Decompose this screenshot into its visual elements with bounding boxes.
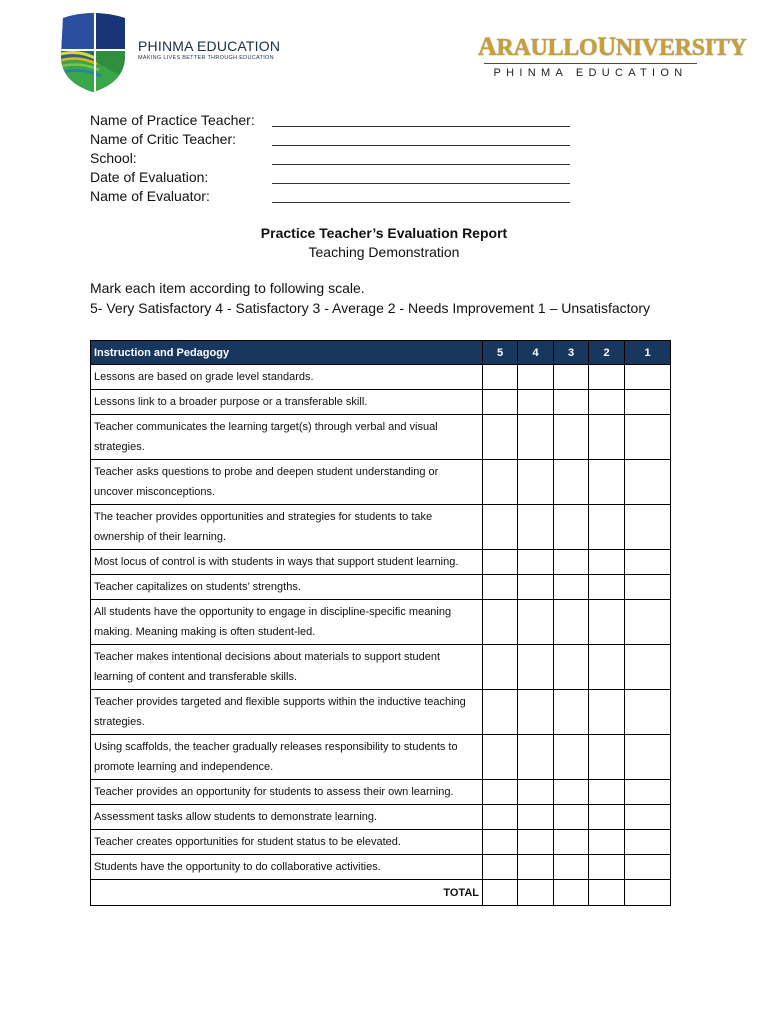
rating-cell-1[interactable]: [625, 460, 671, 505]
rating-cell-3[interactable]: [554, 855, 589, 880]
column-header-rating-4: 4: [518, 341, 554, 365]
rating-cell-4[interactable]: [518, 830, 554, 855]
field-label: Name of Practice Teacher:: [90, 112, 255, 128]
table-row: [91, 550, 671, 575]
rating-cell-2[interactable]: [589, 365, 625, 390]
rating-cell-2[interactable]: [589, 855, 625, 880]
rating-cell-3[interactable]: [554, 805, 589, 830]
field-label: Name of Evaluator:: [90, 188, 210, 204]
rating-cell-4[interactable]: [518, 365, 554, 390]
column-header-rating-5: 5: [483, 341, 518, 365]
column-header-rating-3: 3: [554, 341, 589, 365]
column-header-rating-1: 1: [625, 341, 671, 365]
rating-cell-4[interactable]: [518, 505, 554, 550]
field-label: Name of Critic Teacher:: [90, 131, 237, 147]
rating-cell-1[interactable]: [625, 575, 671, 600]
table-row: [91, 575, 671, 600]
rating-cell-5[interactable]: [483, 390, 518, 415]
rating-cell-3[interactable]: [554, 735, 589, 780]
fill-line[interactable]: [272, 126, 570, 127]
criterion-text: Lessons link to a broader purpose or a transferable skill.: [91, 390, 483, 415]
criterion-text: Teacher provides an opportunity for students to assess their own learning.: [91, 780, 483, 805]
rating-cell-2[interactable]: [589, 805, 625, 830]
rating-cell-4[interactable]: [518, 690, 554, 735]
rating-cell-1[interactable]: [625, 415, 671, 460]
rating-cell-2[interactable]: [589, 830, 625, 855]
university-name: [478, 32, 747, 61]
rating-scale: 5- Very Satisfactory 4 - Satisfactory 3 - Average 2 - Needs Improvement 1 – Unsatisfactory: [90, 300, 650, 316]
total-label: TOTAL: [91, 880, 483, 906]
criterion-text: All students have the opportunity to engage in discipline-specific meaning making. Meaning making is often student-led.: [91, 600, 483, 645]
rating-cell-4[interactable]: [518, 390, 554, 415]
rating-cell-2[interactable]: [589, 460, 625, 505]
table-row: [91, 735, 671, 780]
rating-cell-3[interactable]: [554, 645, 589, 690]
university-initial-u: U: [597, 32, 616, 61]
table-row: [91, 690, 671, 735]
page-header: [0, 0, 768, 100]
table-row: [91, 645, 671, 690]
field-label: Date of Evaluation:: [90, 169, 209, 185]
rating-cell-5[interactable]: [483, 550, 518, 575]
criterion-text: Teacher capitalizes on students’ strengths.: [91, 575, 483, 600]
phinma-name: PHINMA EDUCATION: [138, 38, 281, 54]
rating-cell-3[interactable]: [554, 575, 589, 600]
report-title: Practice Teacher’s Evaluation Report: [260, 225, 508, 241]
rating-cell-5[interactable]: [483, 735, 518, 780]
rating-cell-5[interactable]: [483, 690, 518, 735]
rating-cell-5[interactable]: [483, 600, 518, 645]
criterion-text: Teacher asks questions to probe and deepen student understanding or uncover misconceptions.: [91, 460, 483, 505]
rating-cell-4[interactable]: [518, 550, 554, 575]
rating-cell-4[interactable]: [518, 460, 554, 505]
rating-cell-5[interactable]: [483, 460, 518, 505]
rating-cell-2[interactable]: [589, 390, 625, 415]
rating-cell-2[interactable]: [589, 415, 625, 460]
rating-cell-1[interactable]: [625, 780, 671, 805]
table-row: [91, 390, 671, 415]
rating-cell-2[interactable]: [589, 575, 625, 600]
criterion-text: Lessons are based on grade level standards.: [91, 365, 483, 390]
rating-cell-2[interactable]: [589, 550, 625, 575]
table-row: [91, 855, 671, 880]
rating-cell-2[interactable]: [589, 505, 625, 550]
rating-cell-5[interactable]: [483, 805, 518, 830]
rating-cell-2[interactable]: [589, 690, 625, 735]
table-header-row: [91, 341, 671, 365]
rating-cell-4[interactable]: [518, 855, 554, 880]
rating-cell-5[interactable]: [483, 645, 518, 690]
rating-cell-3[interactable]: [554, 830, 589, 855]
instructions: Mark each item according to following scale.: [90, 280, 365, 296]
fill-line[interactable]: [272, 183, 570, 184]
rating-cell-1[interactable]: [625, 505, 671, 550]
rating-cell-1[interactable]: [625, 735, 671, 780]
rating-cell-5[interactable]: [483, 855, 518, 880]
field-label: School:: [90, 150, 137, 166]
table-row: [91, 830, 671, 855]
rating-cell-1[interactable]: [625, 690, 671, 735]
criterion-text: Assessment tasks allow students to demonstrate learning.: [91, 805, 483, 830]
araullo-university-logo: [478, 32, 747, 79]
rating-cell-4[interactable]: [518, 735, 554, 780]
column-header-rating-2: 2: [589, 341, 625, 365]
total-cell-3[interactable]: [554, 880, 589, 906]
criterion-text: Using scaffolds, the teacher gradually releases responsibility to students to promote learning and independence.: [91, 735, 483, 780]
rating-cell-5[interactable]: [483, 415, 518, 460]
rating-cell-3[interactable]: [554, 780, 589, 805]
university-niversity: NIVERSITY: [615, 35, 747, 61]
rating-cell-5[interactable]: [483, 365, 518, 390]
rating-cell-1[interactable]: [625, 600, 671, 645]
rating-cell-4[interactable]: [518, 645, 554, 690]
rating-cell-1[interactable]: [625, 855, 671, 880]
rating-cell-3[interactable]: [554, 600, 589, 645]
rating-cell-5[interactable]: [483, 505, 518, 550]
criterion-text: The teacher provides opportunities and strategies for students to take ownership of their learning.: [91, 505, 483, 550]
fill-line[interactable]: [272, 202, 570, 203]
table-row: [91, 505, 671, 550]
table-row: [91, 805, 671, 830]
rating-cell-2[interactable]: [589, 600, 625, 645]
criterion-text: Teacher provides targeted and flexible supports within the inductive teaching strategies.: [91, 690, 483, 735]
rating-cell-1[interactable]: [625, 645, 671, 690]
university-initial-a: A: [478, 32, 497, 61]
rating-cell-3[interactable]: [554, 550, 589, 575]
criterion-text: Teacher communicates the learning target(s) through verbal and visual strategies.: [91, 415, 483, 460]
rating-cell-4[interactable]: [518, 575, 554, 600]
rating-cell-3[interactable]: [554, 505, 589, 550]
total-cell-4[interactable]: [518, 880, 554, 906]
table-row: [91, 415, 671, 460]
report-subtitle: Teaching Demonstration: [308, 244, 460, 260]
criterion-text: Students have the opportunity to do collaborative activities.: [91, 855, 483, 880]
table-row: [91, 600, 671, 645]
total-cell-5[interactable]: [483, 880, 518, 906]
rating-cell-3[interactable]: [554, 415, 589, 460]
rating-cell-1[interactable]: [625, 805, 671, 830]
rating-cell-2[interactable]: [589, 780, 625, 805]
evaluation-table: [90, 340, 671, 906]
rating-cell-2[interactable]: [589, 645, 625, 690]
logo-divider: [484, 63, 697, 64]
rating-cell-1[interactable]: [625, 365, 671, 390]
total-cell-1[interactable]: [625, 880, 671, 906]
rating-cell-4[interactable]: [518, 415, 554, 460]
criterion-text: Teacher makes intentional decisions about materials to support student learning of content and transferable skills.: [91, 645, 483, 690]
total-cell-2[interactable]: [589, 880, 625, 906]
rating-cell-1[interactable]: [625, 550, 671, 575]
table-row: [91, 460, 671, 505]
fill-line[interactable]: [272, 164, 570, 165]
rating-cell-5[interactable]: [483, 575, 518, 600]
fill-line[interactable]: [272, 145, 570, 146]
column-header-criteria: Instruction and Pedagogy: [91, 341, 483, 365]
criterion-text: Teacher creates opportunities for student status to be elevated.: [91, 830, 483, 855]
total-row: [91, 880, 671, 906]
rating-cell-1[interactable]: [625, 830, 671, 855]
rating-cell-3[interactable]: [554, 690, 589, 735]
rating-cell-4[interactable]: [518, 805, 554, 830]
rating-cell-2[interactable]: [589, 735, 625, 780]
table-row: [91, 780, 671, 805]
phinma-tagline: MAKING LIVES BETTER THROUGH EDUCATION: [138, 55, 274, 61]
university-subtitle: PHINMA EDUCATION: [493, 67, 688, 79]
rating-cell-3[interactable]: [554, 390, 589, 415]
phinma-wordmark: [138, 38, 280, 61]
university-raullo: RAULLO: [496, 35, 598, 61]
criterion-text: Most locus of control is with students in ways that support student learning.: [91, 550, 483, 575]
rating-cell-1[interactable]: [625, 390, 671, 415]
rating-cell-3[interactable]: [554, 460, 589, 505]
rating-cell-5[interactable]: [483, 830, 518, 855]
rating-cell-5[interactable]: [483, 780, 518, 805]
rating-cell-4[interactable]: [518, 780, 554, 805]
rating-cell-4[interactable]: [518, 600, 554, 645]
table-row: [91, 365, 671, 390]
rating-cell-3[interactable]: [554, 365, 589, 390]
phinma-logo-icon: [55, 12, 131, 97]
